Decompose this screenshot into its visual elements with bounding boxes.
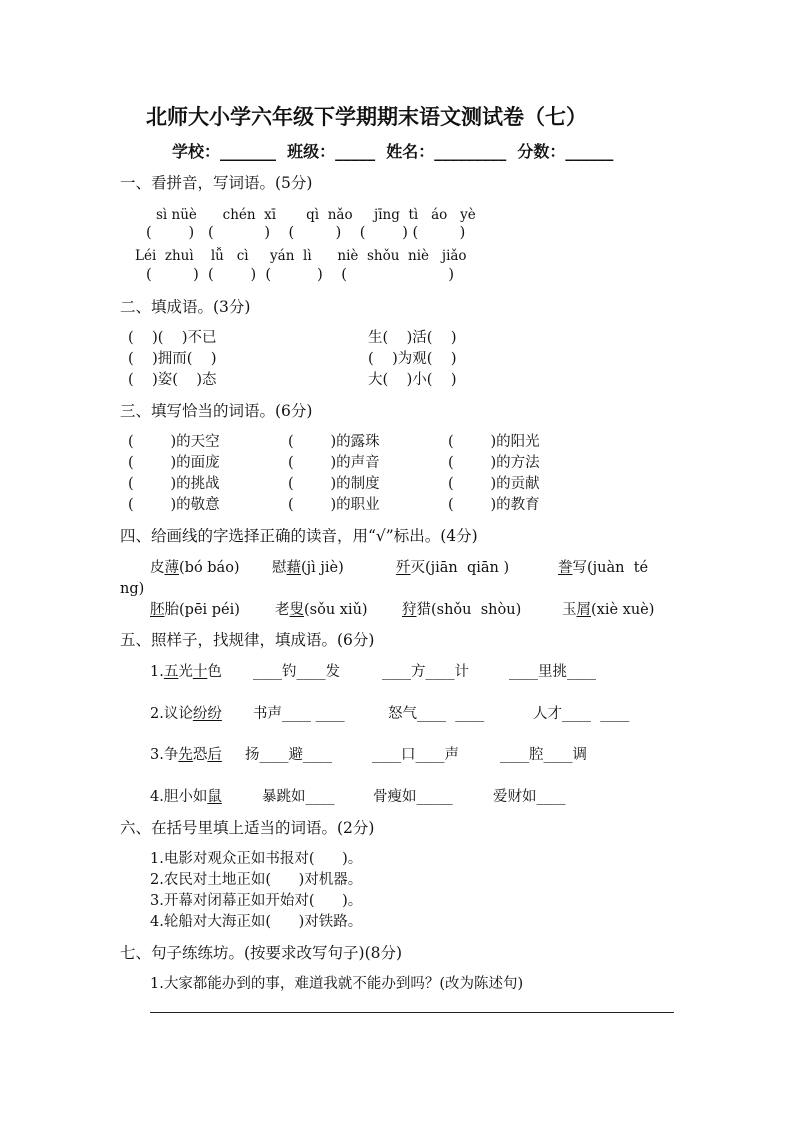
student-info-line[interactable]: 学校：_______ 班级：_____ 姓名：_________ 分数：______ bbox=[172, 142, 614, 161]
pronunciation-item[interactable] bbox=[150, 601, 240, 619]
phrase-fill-item[interactable]: ( )的教育 bbox=[448, 497, 540, 513]
idiom-fill-item[interactable]: ( )拥而( ) bbox=[128, 351, 217, 367]
example-idiom: 4.胆小如鼠 bbox=[150, 789, 222, 805]
phrase-fill-item[interactable]: ( )的挑战 bbox=[128, 476, 220, 492]
section-2-heading: 二、填成语。(3分) bbox=[120, 298, 251, 316]
idiom-blank[interactable]: 人才____ ____ bbox=[533, 706, 630, 722]
underlined-char: 屑 bbox=[576, 602, 591, 618]
answer-brackets-row-1[interactable]: ( ) ( ) ( ) ( ) ( ) bbox=[146, 225, 466, 241]
reading-options[interactable]: (jì jiè) bbox=[301, 560, 344, 576]
example-idiom: 2.议论纷纷 bbox=[150, 706, 222, 722]
reading-options[interactable]: 灭(jiān qiān ) bbox=[410, 560, 510, 576]
phrase-fill-item[interactable]: ( )的声音 bbox=[288, 455, 380, 471]
pinyin-row-2: Léi zhuì lǚ cì yán lì niè shǒu niè jiǎo bbox=[135, 248, 467, 264]
phrase-fill-item[interactable]: ( )的露珠 bbox=[288, 434, 380, 450]
pronunciation-item[interactable] bbox=[150, 559, 240, 577]
underlined-char: 誊 bbox=[558, 560, 573, 576]
underlined-char: 叟 bbox=[289, 602, 304, 618]
phrase-fill-item[interactable]: ( )的职业 bbox=[288, 497, 380, 513]
underlined-char: 胚 bbox=[150, 602, 165, 618]
answer-brackets-row-2[interactable]: ( ) ( ) ( ) ( ) bbox=[146, 267, 454, 283]
reading-options[interactable]: (sǒu xiǔ) bbox=[304, 602, 368, 618]
word-plain: 皮 bbox=[150, 560, 165, 576]
word-plain: 老 bbox=[275, 602, 290, 618]
analogy-item[interactable]: 4.轮船对大海正如( )对铁路。 bbox=[150, 914, 363, 930]
idiom-blank[interactable]: ____口____声 bbox=[372, 747, 459, 763]
section-1-heading: 一、看拼音，写词语。(5分) bbox=[120, 174, 313, 192]
idiom-blank[interactable]: ____方____计 bbox=[382, 664, 469, 680]
reading-options[interactable]: 猎(shǒu shòu) bbox=[416, 602, 522, 618]
idiom-blank[interactable]: ____钓____发 bbox=[253, 664, 340, 680]
analogy-item[interactable]: 3.开幕对闭幕正如开始对( )。 bbox=[150, 893, 363, 909]
idiom-fill-item[interactable]: 生( )活( ) bbox=[368, 330, 457, 346]
phrase-fill-item[interactable]: ( )的制度 bbox=[288, 476, 380, 492]
idiom-blank[interactable]: 爱财如____ bbox=[493, 789, 566, 805]
idiom-fill-item[interactable]: ( )姿( )态 bbox=[128, 372, 217, 388]
idiom-blank[interactable]: ____里挑____ bbox=[509, 664, 596, 680]
section-4-heading: 四、给画线的字选择正确的读音，用“√”标出。(4分) bbox=[120, 527, 478, 545]
answer-line[interactable] bbox=[150, 1012, 674, 1013]
rewrite-item: 1.大家都能办到的事，难道我就不能办到吗？(改为陈述句) bbox=[150, 976, 524, 992]
word-plain: 慰 bbox=[272, 560, 287, 576]
idiom-fill-item[interactable]: ( )( )不已 bbox=[128, 330, 217, 346]
pronunciation-item[interactable] bbox=[558, 559, 648, 577]
phrase-fill-item[interactable]: ( )的天空 bbox=[128, 434, 220, 450]
reading-options[interactable]: (bó báo) bbox=[179, 560, 240, 576]
phrase-fill-item[interactable]: ( )的方法 bbox=[448, 455, 540, 471]
idiom-blank[interactable]: ____腔____调 bbox=[500, 747, 587, 763]
section-5-heading: 五、照样子，找规律，填成语。(6分) bbox=[120, 631, 375, 649]
underlined-char: 歼 bbox=[396, 560, 411, 576]
idiom-fill-item[interactable]: 大( )小( ) bbox=[368, 372, 457, 388]
analogy-item[interactable]: 2.农民对土地正如( )对机器。 bbox=[150, 872, 363, 888]
section-6-heading: 六、在括号里填上适当的词语。(2分) bbox=[120, 819, 375, 837]
pronunciation-item[interactable] bbox=[396, 559, 509, 577]
word-plain: 玉 bbox=[562, 602, 577, 618]
idiom-blank[interactable]: 骨瘦如_____ bbox=[373, 789, 453, 805]
underlined-char: 狩 bbox=[402, 602, 417, 618]
example-idiom: 1.五光十色 bbox=[150, 664, 222, 680]
reading-options[interactable]: (xiè xuè) bbox=[591, 602, 655, 618]
idiom-blank[interactable]: 扬____避____ bbox=[245, 747, 332, 763]
wrapped-text: ng) bbox=[120, 581, 145, 597]
phrase-fill-item[interactable]: ( )的阳光 bbox=[448, 434, 540, 450]
pinyin-row-1: sì nüè chén xī qì nǎo jīng tì áo yè bbox=[156, 207, 476, 223]
idiom-blank[interactable]: 书声____ ____ bbox=[253, 706, 345, 722]
pronunciation-item[interactable] bbox=[272, 559, 344, 577]
underlined-char: 藉 bbox=[286, 560, 301, 576]
exam-title: 北师大小学六年级下学期期末语文测试卷（七） bbox=[146, 104, 587, 129]
idiom-fill-item[interactable]: ( )为观( ) bbox=[368, 351, 457, 367]
idiom-blank[interactable]: 怒气____ ____ bbox=[388, 706, 485, 722]
pronunciation-item[interactable] bbox=[275, 601, 368, 619]
phrase-fill-item[interactable]: ( )的敬意 bbox=[128, 497, 220, 513]
phrase-fill-item[interactable]: ( )的面庞 bbox=[128, 455, 220, 471]
example-idiom: 3.争先恐后 bbox=[150, 747, 222, 763]
section-3-heading: 三、填写恰当的词语。(6分) bbox=[120, 402, 313, 420]
section-7-heading: 七、句子练练坊。(按要求改写句子)(8分) bbox=[120, 944, 403, 962]
underlined-char: 薄 bbox=[164, 560, 179, 576]
pronunciation-item[interactable] bbox=[562, 601, 654, 619]
phrase-fill-item[interactable]: ( )的贡献 bbox=[448, 476, 540, 492]
analogy-item[interactable]: 1.电影对观众正如书报对( )。 bbox=[150, 851, 363, 867]
pronunciation-item[interactable] bbox=[402, 601, 521, 619]
reading-options[interactable]: 写(juàn té bbox=[572, 560, 649, 576]
idiom-blank[interactable]: 暴跳如____ bbox=[262, 789, 335, 805]
reading-options[interactable]: 胎(pēi péi) bbox=[164, 602, 240, 618]
